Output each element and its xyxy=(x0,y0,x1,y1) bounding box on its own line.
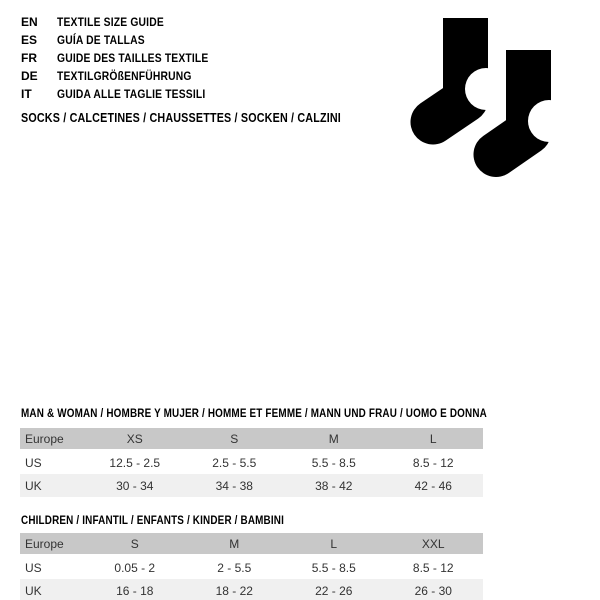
region-cell: US xyxy=(25,560,42,575)
size-table-children xyxy=(20,533,483,600)
size-cell: 22 - 26 xyxy=(284,579,384,600)
language-code: EN xyxy=(21,15,38,29)
size-cell: 5.5 - 8.5 xyxy=(311,455,356,470)
size-cell: 5.5 - 8.5 xyxy=(311,560,356,575)
table-title-man-woman xyxy=(21,407,563,421)
region-cell: UK xyxy=(20,579,85,600)
size-cell: 8.5 - 12 xyxy=(412,455,454,470)
col-header-size: M xyxy=(284,428,384,450)
size-cell: 12.5 - 2.5 xyxy=(109,455,161,470)
language-label: TEXTILGRÖßENFÜHRUNG xyxy=(57,69,192,83)
category-title xyxy=(21,110,393,126)
language-row xyxy=(21,13,233,31)
col-header-size: L xyxy=(384,428,484,450)
size-table-man-woman xyxy=(20,428,483,497)
sock-shape-back xyxy=(433,18,466,122)
language-label: TEXTILE SIZE GUIDE xyxy=(57,15,164,29)
table-row-us xyxy=(20,450,483,474)
size-cell: 2 - 5.5 xyxy=(217,560,252,575)
language-code: DE xyxy=(21,69,38,83)
col-header-size: XS xyxy=(85,428,185,450)
language-row xyxy=(21,49,233,67)
col-header-size: M xyxy=(185,533,285,555)
col-header-region: Europe xyxy=(20,533,85,555)
table-header-row xyxy=(20,428,483,450)
size-cell: 26 - 30 xyxy=(384,579,484,600)
language-list xyxy=(21,13,233,103)
language-label: GUIDA ALLE TAGLIE TESSILI xyxy=(57,87,206,101)
region-cell: UK xyxy=(20,474,85,497)
language-row xyxy=(21,67,233,85)
size-cell: 42 - 46 xyxy=(384,474,484,497)
size-cell: 0.05 - 2 xyxy=(114,560,156,575)
language-label: GUIDE DES TAILLES TEXTILE xyxy=(57,51,209,65)
language-code: IT xyxy=(21,87,32,101)
table-row-us xyxy=(20,555,483,579)
language-label: GUÍA DE TALLAS xyxy=(57,33,145,47)
sock-heel-cutout-back xyxy=(465,68,507,110)
socks-icon xyxy=(406,12,558,178)
language-code: ES xyxy=(21,33,38,47)
col-header-size: L xyxy=(284,533,384,555)
size-cell: 38 - 42 xyxy=(284,474,384,497)
region-cell: US xyxy=(25,455,42,470)
size-cell: 2.5 - 5.5 xyxy=(212,455,257,470)
table-title-children xyxy=(21,514,327,528)
table-title-children-text: CHILDREN / INFANTIL / ENFANTS / KINDER / BAMBINI xyxy=(21,515,285,527)
size-cell: 18 - 22 xyxy=(185,579,285,600)
size-cell: 30 - 34 xyxy=(85,474,185,497)
size-cell: 34 - 38 xyxy=(185,474,285,497)
col-header-size: XXL xyxy=(384,533,484,555)
language-row xyxy=(21,31,233,49)
category-title-text: SOCKS / CALCETINES / CHAUSSETTES / SOCKEN / CALZINI xyxy=(21,111,341,125)
col-header-region: Europe xyxy=(20,428,85,450)
table-row-uk xyxy=(20,474,483,497)
table-row-uk xyxy=(20,579,483,600)
size-cell: 8.5 - 12 xyxy=(412,560,454,575)
language-row xyxy=(21,85,233,103)
table-title-man-woman-text: MAN & WOMAN / HOMBRE Y MUJER / HOMME ET FEMME / MANN UND FRAU / UOMO E DONNA xyxy=(21,408,487,420)
language-code: FR xyxy=(21,51,37,65)
table-header-row xyxy=(20,533,483,555)
col-header-size: S xyxy=(185,428,285,450)
size-cell: 16 - 18 xyxy=(85,579,185,600)
col-header-size: S xyxy=(85,533,185,555)
